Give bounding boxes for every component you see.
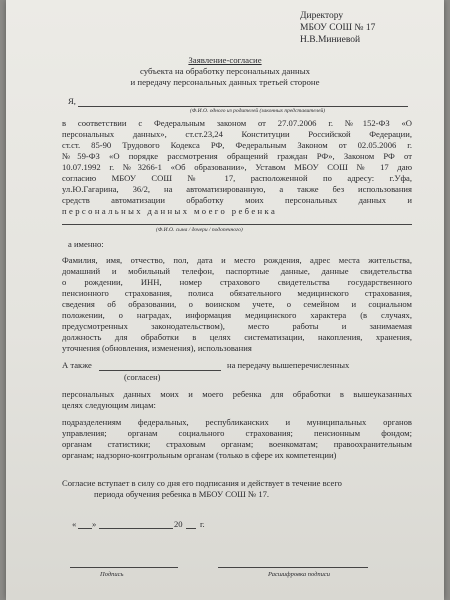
- signature-decode-caption: Расшифровка подписи: [268, 571, 331, 578]
- title-line-1: Заявление-согласие: [188, 55, 262, 65]
- consent-line-3: ст.ст. 85-90 Трудового Кодекса РФ, Федеральным Законом от 02.05.2006 г.: [62, 140, 412, 150]
- day-field[interactable]: [78, 528, 92, 529]
- recipients-line-1: подразделениям федеральных, республиканских и муниципальных органов: [62, 417, 412, 427]
- signature-line[interactable]: [70, 567, 178, 568]
- transfer-line-1: персональных данных моих и моего ребенка для обработки в вышеуказанных: [62, 389, 412, 399]
- year-field[interactable]: [186, 528, 196, 529]
- child-name-line[interactable]: [62, 224, 412, 225]
- also-suffix: на передачу вышеперечисленных: [227, 360, 350, 370]
- applicant-caption: (Ф.И.О. одного из родителей (законных представителей): [190, 108, 326, 114]
- data-list-line-8: должность для обработки в целях систематизации, накопления, хранения,: [62, 332, 412, 342]
- data-list-line-1: Фамилия, имя, отчество, пол, дата и место рождения, адрес места жительства,: [62, 255, 412, 265]
- data-list-line-2: домашний и мобильный телефон, паспортные данные, данные свидетельства: [62, 266, 412, 276]
- consent-line-1: в соответствии с Федеральным законом от 27.07.2006 г. №152-ФЗ «О: [62, 118, 412, 128]
- title-line-2: субъекта на обработку персональных данных: [139, 66, 311, 76]
- applicant-prefix: Я,: [68, 96, 76, 106]
- consent-line-4: №59-ФЗ «О порядке рассмотрения обращений граждан РФ», Законом РФ от: [62, 151, 412, 161]
- also-prefix: А также: [62, 360, 92, 370]
- consent-line-2: персональных данных», ст.ст.23,24 Конституции Российской Федерации,: [62, 129, 412, 139]
- signature-caption: Подпись: [100, 571, 124, 578]
- addressee-line-2: МБОУ СОШ № 17: [300, 23, 376, 33]
- consent-line-9: персональных данных моего ребенка: [62, 206, 278, 216]
- month-field[interactable]: [99, 528, 173, 529]
- consent-line-5: 10.07.1992 г. №3266-1 «Об образовании», Уставом МБОУ СОШ № 17 даю: [62, 162, 412, 172]
- signature-decode-line[interactable]: [218, 567, 368, 568]
- transfer-line-2: целях следующим лицам:: [62, 400, 156, 410]
- consent-line-7: ул.Ю.Гагарина, 36/2, на автоматизированную, а также без использования: [62, 184, 412, 194]
- recipients-line-2: управления; органам социального страхования; пенсионным фондом;: [62, 428, 412, 438]
- document-sheet: [6, 0, 444, 600]
- data-list-line-3: о рождении, ИНН, номер страхового свидетельства государственного: [62, 277, 412, 287]
- date-suffix: г.: [200, 519, 205, 529]
- validity-line-1: Согласие вступает в силу со дня его подписания и действует в течение всего: [62, 478, 342, 488]
- data-list-line-9: уточнения (обновления, изменения), использования: [62, 343, 252, 353]
- agreement-caption: (согласен): [124, 373, 161, 382]
- addressee-line-3: Н.В.Миниевой: [300, 35, 361, 45]
- consent-line-6: согласию МБОУ СОШ № 17, расположенной по адресу: г.Уфа,: [62, 173, 412, 183]
- applicant-name-line[interactable]: [78, 106, 408, 107]
- date-open-quote: «: [72, 519, 77, 529]
- addressee-line-1: Директору: [300, 11, 344, 21]
- data-list-line-4: пенсионного страхования, полиса обязательного медицинского страхования,: [62, 288, 412, 298]
- data-list-line-6: положении, о наградах, информация медицинского характера (в случаях,: [62, 310, 412, 320]
- date-close-quote: »: [92, 519, 97, 529]
- data-list-line-7: предусмотренных законодательством), место работы и занимаемая: [62, 321, 412, 331]
- recipients-line-4: органам; надзорно-контрольным органам (только в сфере их компетенции): [62, 450, 337, 460]
- recipients-line-3: органам статистики; страховым органам; военкоматам; правоохранительным: [62, 439, 412, 449]
- consent-line-8: средств автоматизации обработку моих персональных данных и: [62, 195, 412, 205]
- namely-label: а именно:: [68, 239, 104, 249]
- data-list-line-5: сведения об образовании, о воинском учете, о семейном и социальном: [62, 299, 412, 309]
- date-year-prefix: 20: [174, 519, 183, 529]
- child-caption: (Ф.И.О. сына / дочери / подопечного): [156, 227, 243, 233]
- agreement-line[interactable]: [99, 370, 221, 371]
- validity-line-2: периода обучения ребенка в МБОУ СОШ № 17.: [94, 489, 270, 499]
- title-line-3: и передачу персональных данных третьей стороне: [130, 77, 320, 87]
